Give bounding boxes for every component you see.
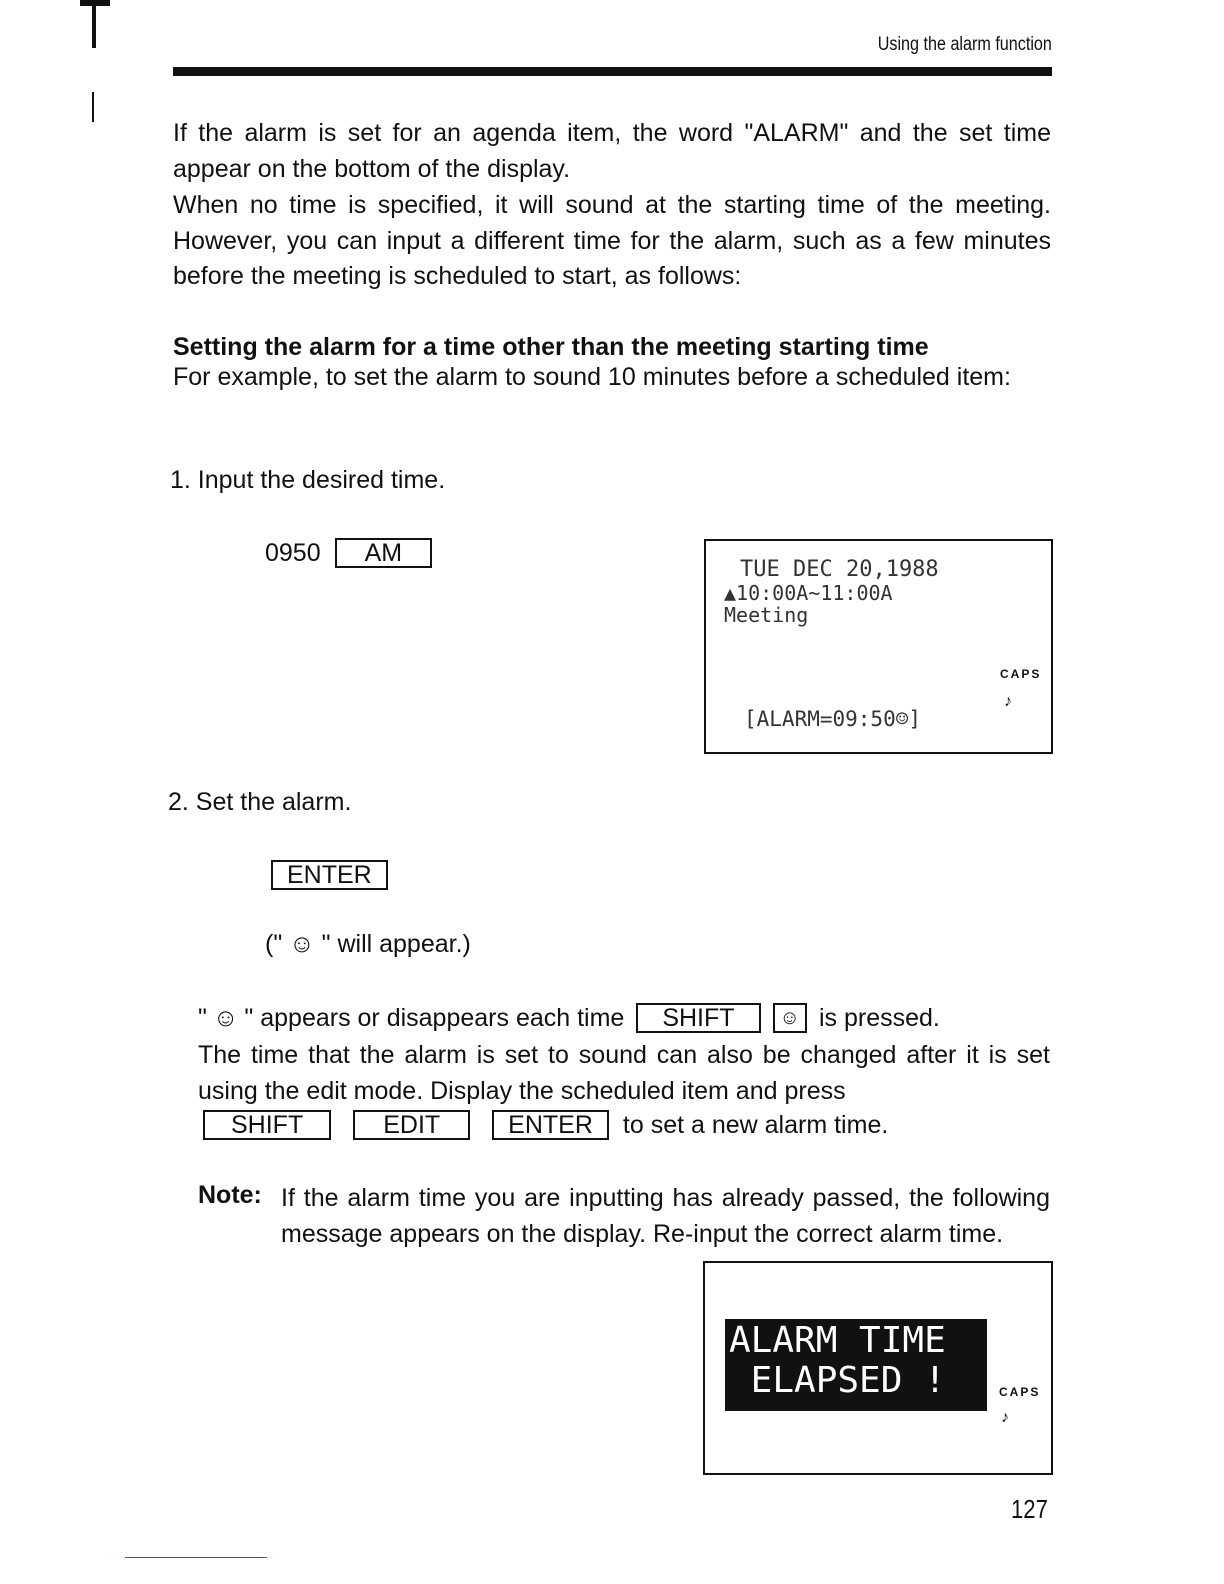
- lcd-time-line: ▲10:00A~11:00A: [724, 581, 893, 605]
- music-note-icon: ♪: [1004, 693, 1012, 710]
- caps-indicator: CAPS: [1000, 667, 1042, 681]
- elapsed-line-1: ALARM TIME: [729, 1320, 946, 1361]
- step-2-keys: [271, 860, 388, 890]
- enter-key: ENTER: [492, 1110, 609, 1140]
- alarm-symbol-icon: ☺: [289, 930, 315, 958]
- lcd-title-line: Meeting: [724, 603, 809, 627]
- shift-key: SHIFT: [636, 1003, 760, 1033]
- alarm-key-icon: ☺: [773, 1003, 807, 1033]
- toggle-line-2: The time that the alarm is set to sound can also be changed after it is set using the edit mode. Display the scheduled item and press: [198, 1041, 1050, 1105]
- edit-key: EDIT: [353, 1110, 470, 1140]
- elapsed-line-2: ELAPSED !: [729, 1360, 946, 1401]
- am-key: AM: [335, 538, 433, 568]
- margin-mark: [92, 0, 96, 48]
- appear-note: [265, 930, 471, 959]
- caps-indicator: CAPS: [999, 1385, 1041, 1399]
- margin-mark: [92, 92, 94, 122]
- intro-paragraph-2: When no time is specified, it will sound at the starting time of the meeting. However, you can input a different time for the alarm, such as a few minutes before the meeting is scheduled to start, as follows:: [173, 191, 1051, 290]
- step-2-text: 2. Set the alarm.: [168, 788, 352, 816]
- toggle-line-3: [203, 1110, 888, 1140]
- section-body: For example, to set the alarm to sound 10 minutes before a scheduled item:: [173, 363, 1011, 391]
- lcd-display-1: [704, 539, 1053, 754]
- toggle-line-1: [198, 1003, 940, 1033]
- page-number: 127: [1011, 1494, 1048, 1524]
- intro-paragraph-1: If the alarm is set for an agenda item, the word "ALARM" and the set time appear on the bottom of the display.: [173, 119, 1051, 183]
- section-heading: Setting the alarm for a time other than the meeting starting time: [173, 333, 929, 361]
- lcd-alarm-line: [ALARM=09:50☺]: [744, 707, 922, 731]
- note-text: If the alarm time you are inputting has already passed, the following message appears on the display. Re-input the correct alarm time.: [281, 1184, 1050, 1248]
- quote-open: ": [198, 1003, 207, 1032]
- lcd-date-line: TUE DEC 20,1988: [740, 557, 939, 582]
- music-note-icon: ♪: [1001, 1409, 1009, 1426]
- margin-mark: [80, 0, 110, 6]
- shift-key: SHIFT: [203, 1110, 331, 1140]
- alarm-elapsed-message: [725, 1319, 987, 1411]
- running-header: Using the alarm function: [877, 34, 1052, 55]
- margin-mark: [125, 1557, 267, 1558]
- toggle-text: " appears or disappears each time: [244, 1003, 625, 1032]
- step-1-keys: [265, 538, 432, 568]
- lcd-display-2: [703, 1261, 1053, 1475]
- note-label: Note:: [198, 1181, 262, 1209]
- appear-suffix: " will appear.): [321, 930, 471, 958]
- input-value: 0950: [265, 538, 321, 567]
- alarm-symbol-icon: ☺: [212, 1003, 239, 1032]
- header-rule: [173, 67, 1052, 76]
- step-1-text: 1. Input the desired time.: [170, 466, 446, 494]
- appear-prefix: (": [265, 930, 283, 958]
- enter-key: ENTER: [271, 860, 388, 890]
- toggle-suffix: is pressed.: [818, 1003, 940, 1032]
- toggle-end: to set a new alarm time.: [622, 1110, 889, 1139]
